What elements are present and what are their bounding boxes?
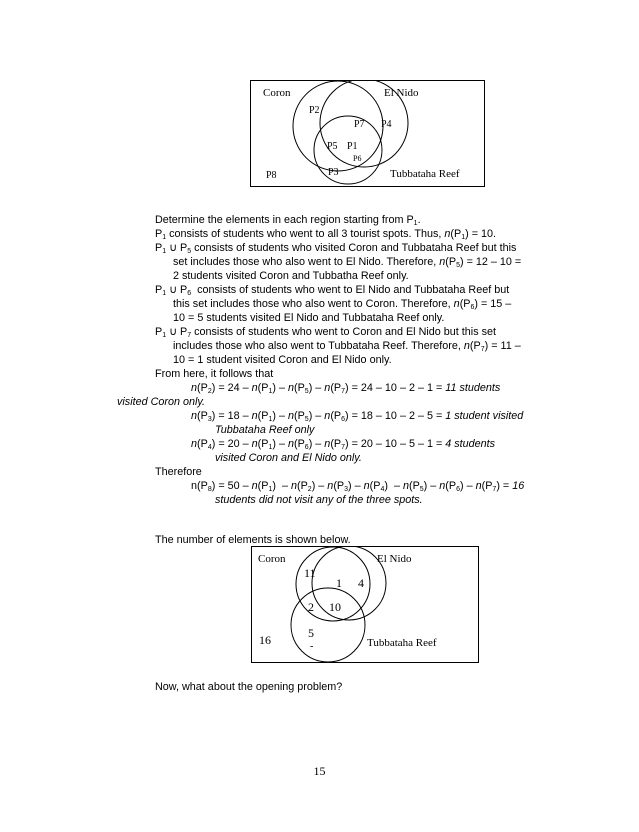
text-line: 10 = 5 students visited El Nido and Tubbataha Reef only.: [173, 312, 445, 324]
label-coron: Coron: [263, 87, 291, 99]
text-line: Therefore: [155, 466, 202, 478]
count-tubbataha-elnido: 5: [308, 626, 314, 640]
text-line: visited Coron and El Nido only.: [215, 452, 362, 464]
text-line: Now, what about the opening problem?: [155, 681, 343, 693]
count-outside: 16: [259, 633, 271, 647]
text-line: Tubbataha Reef only: [215, 424, 315, 436]
text-line: From here, it follows that: [155, 368, 274, 380]
text-line: $n(P_8) = 50 - n(P_1) - n(P_2) - n(P_3) - n(P_4) - n(P_5) - n(P_6) - n(P_7) = 16$: [191, 480, 525, 493]
venn-diagram-regions: [250, 80, 486, 188]
page-number: 15: [313, 764, 326, 778]
count-elnido-only: 4: [358, 576, 364, 590]
text-line: visited Coron only.: [117, 396, 206, 408]
region-p3: P3: [328, 167, 339, 178]
text-line: The number of elements is shown below.: [155, 534, 351, 546]
count-tubbataha-only: -: [310, 641, 314, 652]
text-line: set includes those who also went to El Nido. Therefore, $n(P_5) = 12 - 10$ =: [173, 256, 522, 269]
text-line: students did not visit any of the three spots.: [215, 494, 423, 506]
region-p1: P1: [347, 141, 358, 152]
text-line: 10 = 1 student visited Coron and El Nido only.: [173, 354, 392, 366]
text-line: 2 students visited Coron and Tubbatha Reef only.: [173, 270, 409, 282]
count-coron-only: 11: [304, 566, 316, 580]
region-p4: P4: [381, 119, 392, 130]
region-p2: P2: [309, 105, 320, 116]
region-p6: P6: [353, 154, 362, 163]
text-line: $P_1$ ∪ $P_7$ consists of students who went to Coron and El Nido but this set: [155, 326, 497, 339]
label-elnido: El Nido: [377, 553, 412, 565]
tubbataha-circle: [291, 588, 365, 662]
label-elnido: El Nido: [384, 87, 419, 99]
text-line: Determine the elements in each region starting from $P_1$.: [155, 214, 421, 227]
text-line: $P_1$ ∪ $P_5$ consists of students who visited Coron and Tubbataha Reef but this: [155, 242, 517, 255]
coron-circle: [293, 81, 383, 171]
region-p5: P5: [327, 141, 338, 152]
text-line: includes those who also went to Tubbataha Reef. Therefore, $n(P_7) = 11$ –: [173, 340, 521, 353]
count-coron-tubbataha: 2: [308, 600, 314, 614]
count-coron-elnido: 1: [336, 576, 342, 590]
universal-set-box: [252, 547, 479, 663]
text-line: $n(P_3) = 18 - n(P_1) - n(P_5) - n(P_6) = 18 - 10 - 2 - 5 = 1$ student visited: [191, 410, 524, 423]
text-line: $P_1$ ∪ $P_6$ consists of students who went to El Nido and Tubbataha Reef but: [155, 284, 510, 297]
venn-diagram-counts: [251, 546, 480, 664]
label-coron: Coron: [258, 553, 286, 565]
text-line: $n(P_4) = 20 - n(P_1) - n(P_6) - n(P_7) = 20 - 10 - 5 - 1 = 4$ students: [191, 438, 496, 451]
label-tubbataha: Tubbataha Reef: [390, 168, 460, 180]
text-line: this set includes those who also went to Coron. Therefore, $n(P_6) = 15$ –: [173, 298, 512, 311]
count-all-three: 10: [329, 600, 341, 614]
region-p7: P7: [354, 119, 365, 130]
region-p8: P8: [266, 170, 277, 181]
elnido-circle: [312, 546, 386, 620]
label-tubbataha: Tubbataha Reef: [367, 637, 437, 649]
text-line: $P_1$ consists of students who went to all 3 tourist spots. Thus, $n(P_1) = 10$.: [155, 228, 497, 241]
text-line: $n(P_2) = 24 - n(P_1) - n(P_5) - n(P_7) = 24 - 10 - 2 - 1 = 11$ students: [191, 382, 501, 395]
